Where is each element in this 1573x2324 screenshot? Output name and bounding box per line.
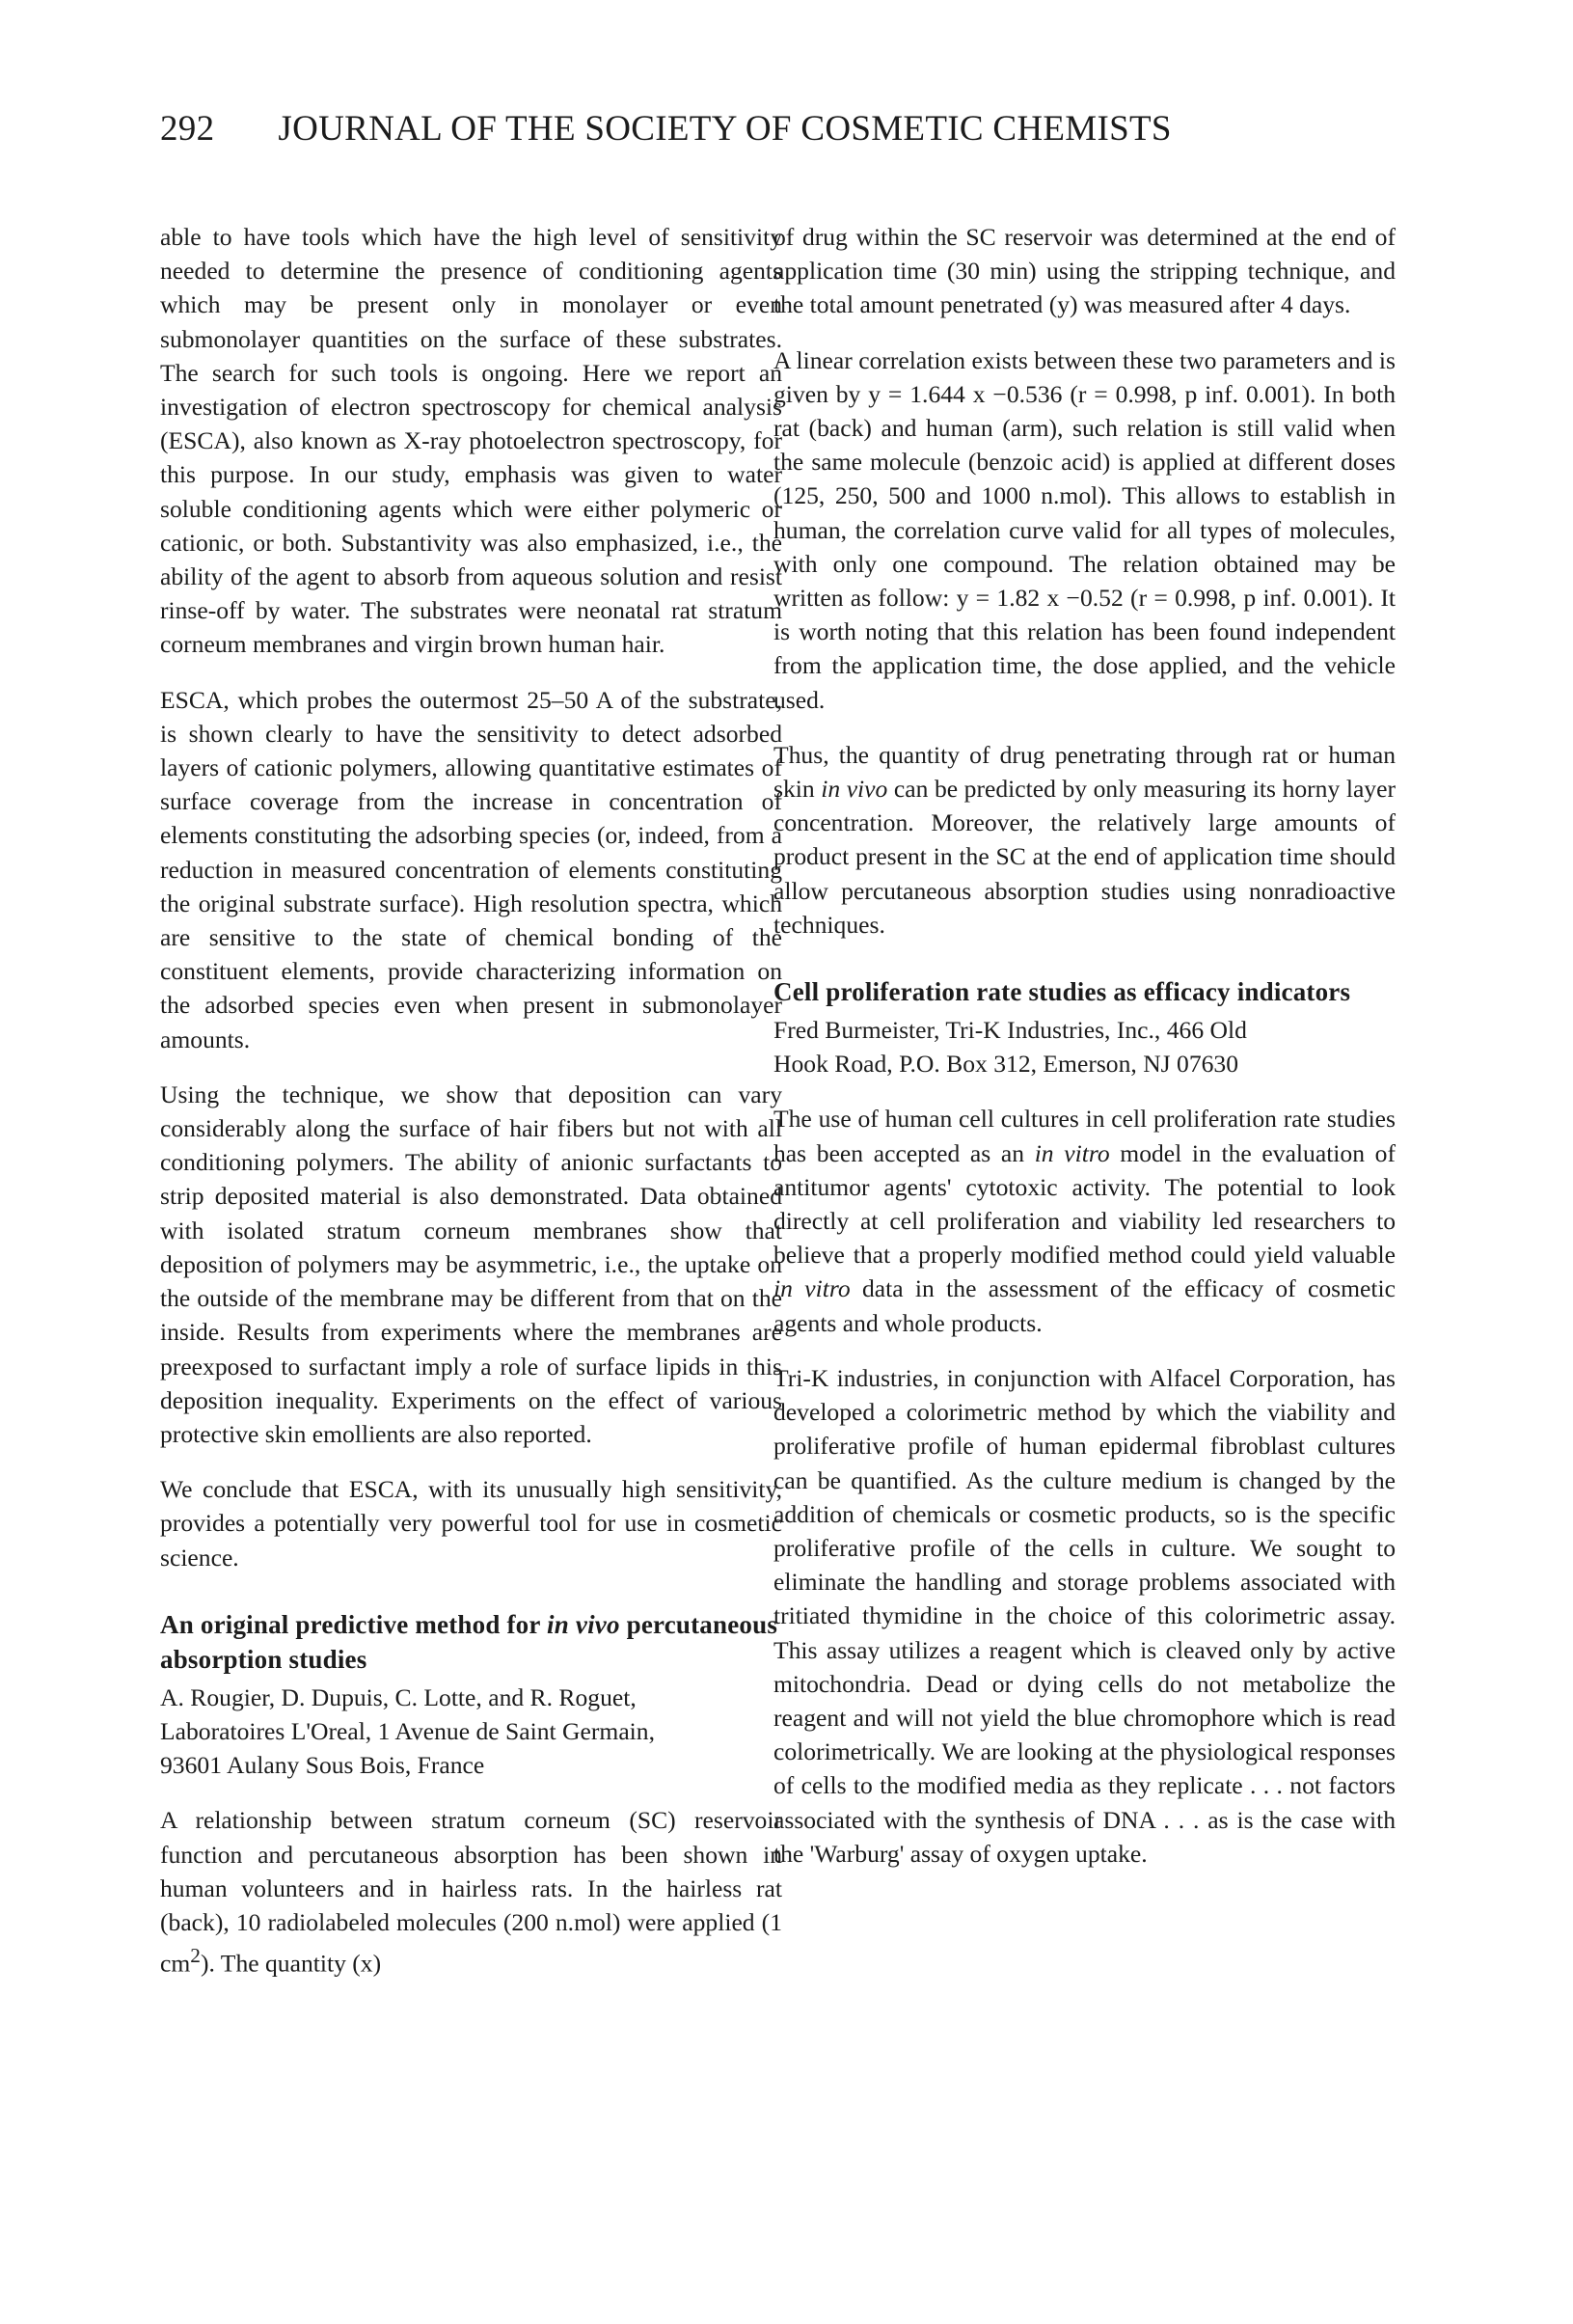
percutaneous-paragraph-1: [160, 1803, 782, 1981]
page-number: 292: [160, 109, 215, 149]
cell-paragraph-2: Tri-K industries, in conjunction with Alfacel Corporation, has developed a colorimetric method by which the viability and proliferative profile of human epidermal fibroblast cultures can be quantified. As the culture medium is changed by the addition of chemicals or cosmetic products, so is the specific proliferative profile of the cells in culture. We sought to eliminate the handling and storage problems associated with tritiated thymidine in the choice of this colorimetric assay. This assay utilizes a reagent which is cleaved only by active mitochondria. Dead or dying cells do not metabolize the reagent and will not yield the blue chromophore which is read colorimetrically. We are looking at the physiological responses of cells to the modified media as they replicate . . . not factors associated with the synthesis of DNA . . . as is the case with the 'Warburg' assay of oxygen uptake.: [773, 1363, 1396, 1868]
body-text: Thus, the quantity of drug penetrating through rat or human skin: [773, 740, 1396, 804]
section-title-percutaneous: [160, 1607, 782, 1677]
body-text: can be predicted by only measuring its horny layer concentration. Moreover, the relatively large amounts of product present in the SC at the end of application time should allow percutaneous absorption studies using nonradioactive techniques.: [773, 775, 1396, 939]
right-column: [773, 220, 1396, 1892]
author-line: Fred Burmeister, Tri-K Industries, Inc., 466 Old: [773, 1016, 1247, 1045]
esca-paragraph-1: able to have tools which have the high level of sensitivity needed to determine the presence of conditioning agents which may be present only in monolayer or even submonolayer quantities on the surface of these substrates. The search for such tools is ongoing. Here we report an investigation of electron spectroscopy for chemical analysis (ESCA), also known as X-ray photoelectron spectroscopy, for this purpose. In our study, emphasis was given to water soluble conditioning agents which were either polymeric or cationic, or both. Substantivity was also emphasized, i.e., the ability of the agent to absorb from aqueous solution and resist rinse-off by water. The substrates were neonatal rat stratum corneum membranes and virgin brown human hair.: [160, 223, 782, 659]
body-text: data in the assessment of the efficacy of cosmetic agents and whole products.: [773, 1274, 1396, 1337]
title-text: An original predictive method for: [160, 1609, 548, 1639]
section-title-cell-proliferation: Cell proliferation rate studies as efficacy indicators: [773, 977, 1351, 1007]
authors-affiliation: [160, 1681, 782, 1783]
percutaneous-paragraph-3: A linear correlation exists between these two parameters and is given by y = 1.644 x −0.536 (r = 0.998, p inf. 0.001). In both rat (back) and human (arm), such relation is still valid when the same molecule (benzoic acid) is applied at different doses (125, 250, 500 and 1000 n.mol). This allows to establish in human, the correlation curve valid for all types of molecules, with only one compound. The relation obtained may be written as follow: y = 1.82 x −0.52 (r = 0.998, p inf. 0.001). It is worth noting that this relation has been found independent from the application time, the dose applied, and the vehicle used.: [773, 345, 1396, 714]
body-text: ). The quantity (x): [200, 1949, 382, 1978]
esca-paragraph-3: Using the technique, we show that deposition can vary considerably along the surface of hair fibers but not with all conditioning polymers. The ability of anionic surfactants to strip deposited material is also demonstrated. Data obtained with isolated stratum corneum membranes show that deposition of polymers may be asymmetric, i.e., the uptake on the outside of the membrane may be different from that on the inside. Results from experiments where the membranes are preexposed to surfactant imply a role of surface lipids in this deposition inequality. Experiments on the effect of various protective skin emollients are also reported.: [160, 1080, 782, 1448]
authors-affiliation: [773, 1013, 1396, 1080]
left-column: [160, 220, 782, 2002]
running-header: [160, 108, 1221, 150]
superscript: 2: [190, 1944, 201, 1968]
body-text: model in the evaluation of antitumor agents' cytotoxic activity. The potential to look directly at cell proliferation and viability led researchers to believe that a properly modified method could yield valuable: [773, 1138, 1396, 1270]
italic-text: in vitro: [1034, 1138, 1110, 1167]
address-line: 93601 Aulany Sous Bois, France: [160, 1751, 485, 1780]
affiliation-line: Laboratoires L'Oreal, 1 Avenue de Saint Germain,: [160, 1716, 655, 1745]
body-text: The use of human cell cultures in cell proliferation rate studies has been accepted as an: [773, 1105, 1396, 1167]
title-text: percutaneous absorption studies: [160, 1609, 778, 1674]
esca-paragraph-4: We conclude that ESCA, with its unusually high sensitivity, provides a potentially very powerful tool for use in cosmetic science.: [160, 1475, 782, 1572]
percutaneous-paragraph-4: [773, 738, 1396, 942]
italic-text: in vitro: [773, 1274, 851, 1303]
cell-paragraph-1: [773, 1102, 1396, 1339]
address-line: Hook Road, P.O. Box 312, Emerson, NJ 07630: [773, 1050, 1239, 1079]
author-line: A. Rougier, D. Dupuis, C. Lotte, and R. Roguet,: [160, 1682, 637, 1711]
italic-text: in vivo: [821, 775, 888, 804]
title-italic-text: in vivo: [547, 1609, 620, 1639]
body-text: A relationship between stratum corneum (SC) reservoir function and percutaneous absorption has been shown in human volunteers and in hairless rats. In the hairless rat (back), 10 radiolabeled molecules (200 n.mol) were applied (1 cm: [160, 1806, 782, 1978]
percutaneous-paragraph-2: of drug within the SC reservoir was determined at the end of application time (30 min) using the stripping technique, and the total amount penetrated (y) was measured after 4 days.: [773, 223, 1396, 319]
journal-title: JOURNAL OF THE SOCIETY OF COSMETIC CHEMISTS: [278, 109, 1172, 149]
esca-paragraph-2: ESCA, which probes the outermost 25–50 A of the substrate, is shown clearly to have the sensitivity to detect adsorbed layers of cationic polymers, allowing quantitative estimates of surface coverage from the increase in concentration of elements constituting the adsorbing species (or, indeed, from a reduction in measured concentration of elements constituting the original substrate surface). High resolution spectra, which are sensitive to the state of chemical bonding of the constituent elements, provide characterizing information on the adsorbed species even when present in submonolayer amounts.: [160, 685, 782, 1053]
